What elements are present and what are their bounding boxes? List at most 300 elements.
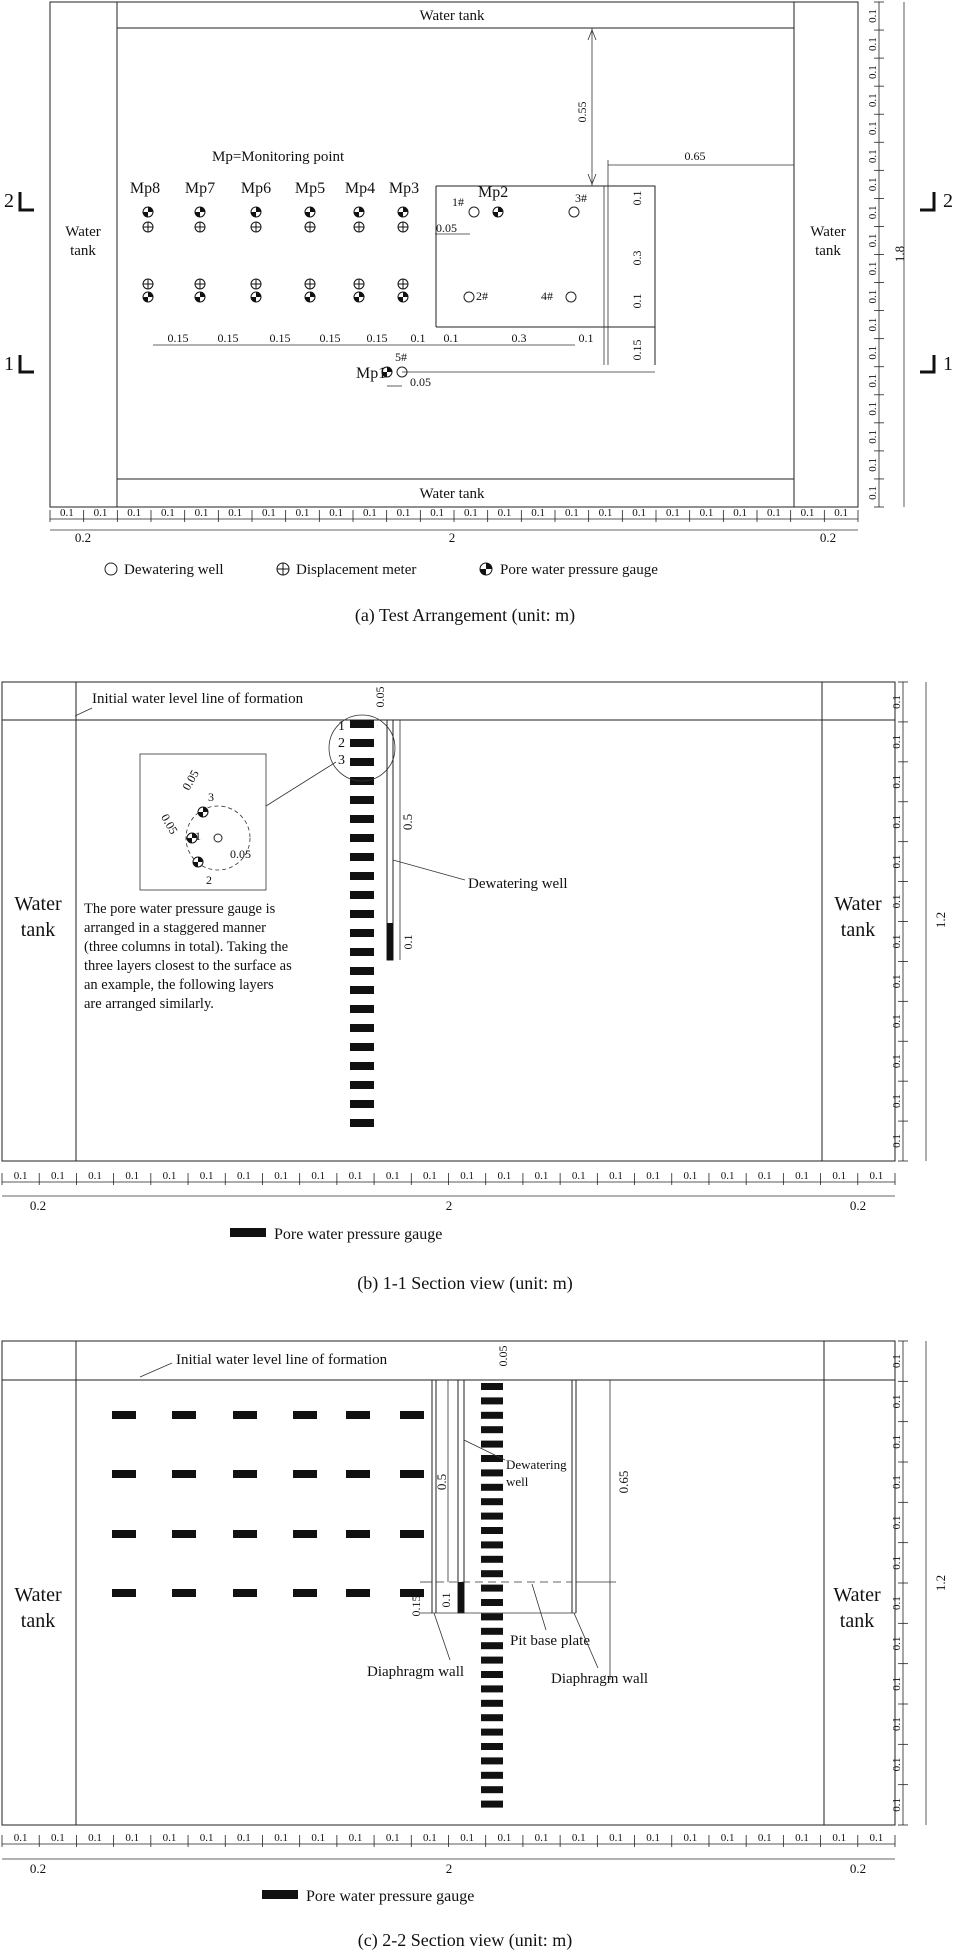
displacement-meter	[354, 279, 364, 289]
pore-pressure-gauge	[251, 207, 261, 217]
pore-pressure-gauge	[350, 929, 374, 937]
scale-tick-label: 0.1	[891, 1475, 903, 1490]
panel-a	[4, 2, 953, 626]
scale-tick-label: 0.1	[832, 1170, 847, 1182]
pore-pressure-gauge	[481, 1801, 503, 1808]
pore-pressure-gauge	[233, 1411, 257, 1419]
panel-c-well-callout-1: Dewatering	[506, 1457, 567, 1472]
dim-pit-width: 0.3	[511, 331, 527, 345]
pore-pressure-gauge	[172, 1530, 196, 1538]
scale-tick-label: 0.1	[50, 1170, 65, 1182]
pore-pressure-gauge	[346, 1470, 370, 1478]
mp7-label: Mp7	[184, 180, 216, 197]
pore-pressure-gauge	[350, 1100, 374, 1108]
scale-tick-label: 0.1	[632, 507, 647, 519]
panel-c-left-dewatering-well	[458, 1380, 464, 1613]
panel-c-right-scale	[891, 1341, 908, 1825]
dim-tank-width-a-left: 0.2	[74, 530, 92, 545]
well-1	[469, 207, 479, 217]
section-mark-1-left	[4, 353, 34, 375]
scale-tick-label: 0.1	[162, 1170, 177, 1182]
pore-pressure-gauge	[350, 758, 374, 766]
scale-tick-label: 0.1	[699, 507, 714, 519]
section-mark-label: 1	[4, 353, 14, 375]
pore-pressure-gauge	[481, 1786, 503, 1793]
scale-tick-label: 0.1	[125, 1832, 140, 1844]
panel-c-gauge-grid	[112, 1411, 424, 1597]
pore-pressure-gauge	[481, 1700, 503, 1707]
pore-pressure-gauge	[481, 1729, 503, 1736]
panel-b-water-tank-left-2: tank	[20, 919, 56, 941]
pore-pressure-gauge	[350, 910, 374, 918]
pore-pressure-gauge	[350, 986, 374, 994]
pore-pressure-gauge	[293, 1411, 317, 1419]
pore-pressure-gauge	[400, 1470, 424, 1478]
panel-b-note-line-1: The pore water pressure gauge is	[84, 901, 276, 917]
scale-tick-label: 0.1	[891, 814, 903, 829]
displacement-meter	[305, 222, 315, 232]
scale-tick-label: 0.1	[609, 1170, 623, 1182]
section-mark-2-right	[920, 190, 953, 212]
pore-pressure-gauge	[233, 1530, 257, 1538]
panel-c-well-callout-2: well	[506, 1474, 529, 1489]
pore-pressure-gauge	[481, 1541, 503, 1548]
panel-c-base-leader	[532, 1584, 546, 1630]
panel-c-pit-base: Pit base plate	[510, 1633, 590, 1649]
panel-c-wall-right: Diaphragm wall	[551, 1671, 649, 1687]
panel-b-well-depth: 0.5	[400, 813, 415, 831]
scale-tick-label: 0.1	[867, 233, 879, 248]
panel-b	[2, 682, 948, 1294]
pore-pressure-gauge	[354, 292, 364, 302]
scale-tick-label: 0.1	[497, 1832, 512, 1844]
scale-tick-label: 0.1	[720, 1832, 735, 1844]
scale-tick-label: 0.1	[125, 1170, 140, 1182]
pore-pressure-gauge	[233, 1470, 257, 1478]
well-4	[566, 292, 576, 302]
pore-pressure-gauge	[481, 1513, 503, 1520]
pore-pressure-gauge	[143, 292, 153, 302]
legend-dewatering-label: Dewatering well	[124, 562, 224, 578]
scale-tick-label: 0.1	[891, 854, 903, 869]
scale-tick-label: 0.1	[867, 37, 879, 51]
mp-row-upper	[143, 207, 408, 232]
panel-b-detail-label-2: 2	[206, 873, 212, 887]
dim-right-offset: 0.65	[684, 149, 706, 163]
well-3	[569, 207, 579, 217]
dim-width-total-c: 2	[445, 1861, 453, 1876]
panel-c-leader-water-level	[140, 1363, 172, 1377]
pore-pressure-gauge	[481, 1642, 503, 1649]
panel-b-leader-water-level	[75, 708, 92, 716]
scale-tick-label: 0.1	[199, 1170, 214, 1182]
pore-pressure-gauge	[172, 1470, 196, 1478]
scale-tick-label: 0.1	[571, 1832, 586, 1844]
pore-pressure-gauge	[112, 1411, 136, 1419]
panel-a-water-tank-top: Water tank	[419, 8, 485, 24]
scale-tick-label: 0.1	[194, 507, 209, 519]
panel-c-water-tank-left-1: Water	[14, 1584, 62, 1606]
displacement-meter	[143, 222, 153, 232]
scale-tick-label: 0.1	[891, 1434, 903, 1449]
well-4-label: 4#	[541, 289, 553, 303]
panel-a-water-tank-right-2: tank	[815, 243, 841, 259]
scale-tick-label: 0.1	[236, 1832, 251, 1844]
dim-tank-width-c-right: 0.2	[849, 1861, 867, 1876]
dim-spacing-2: 0.15	[217, 331, 239, 345]
scale-tick-label: 0.1	[867, 205, 879, 220]
dim-spacing-4: 0.15	[319, 331, 341, 345]
panel-b-detail-gauge-3	[198, 807, 208, 817]
scale-tick-label: 0.1	[13, 1170, 28, 1182]
well-1-label: 1#	[452, 195, 464, 209]
scale-tick-label: 0.1	[665, 507, 680, 519]
dim-pit-height: 0.3	[630, 250, 644, 266]
section-mark-label: 2	[943, 190, 953, 212]
pore-pressure-gauge	[481, 1757, 503, 1764]
scale-tick-label: 0.1	[329, 507, 344, 519]
well-2-label: 2#	[476, 289, 488, 303]
displacement-meter	[195, 279, 205, 289]
pore-pressure-gauge	[350, 739, 374, 747]
pore-pressure-gauge	[293, 1470, 317, 1478]
scale-tick-label: 0.1	[423, 1832, 437, 1844]
pore-pressure-gauge	[481, 1441, 503, 1448]
legend-pore-gauge-icon	[480, 563, 492, 575]
scale-tick-label: 0.1	[867, 177, 879, 192]
pore-pressure-gauge	[112, 1470, 136, 1478]
pore-pressure-gauge	[350, 815, 374, 823]
scale-tick-label: 0.1	[891, 894, 903, 909]
scale-tick-label: 0.1	[236, 1170, 251, 1182]
scale-tick-label: 0.1	[891, 1134, 903, 1148]
dim-pit-edge-top: 0.1	[630, 190, 644, 206]
scale-tick-label: 0.1	[891, 1596, 903, 1611]
section-mark-label: 2	[4, 190, 14, 212]
panel-b-note-line-3: (three columns in total). Taking the	[84, 939, 289, 955]
panel-a-water-tank-left-1: Water	[65, 224, 101, 240]
scale-tick-label: 0.1	[348, 1832, 363, 1844]
scale-tick-label: 0.1	[160, 507, 175, 519]
pore-pressure-gauge	[350, 967, 374, 975]
pore-pressure-gauge	[350, 796, 374, 804]
mp-definition: Mp=Monitoring point	[212, 149, 345, 165]
panel-c-legend-label: Pore water pressure gauge	[306, 1888, 475, 1905]
dim-tank-width-a-right: 0.2	[819, 530, 837, 545]
legend-dewatering-icon	[105, 563, 117, 575]
panel-c-wall-left-leader	[434, 1613, 450, 1660]
panel-b-note-line-5: an example, the following layers	[84, 977, 274, 993]
section-mark-2-left	[4, 190, 34, 212]
pore-pressure-gauge	[143, 207, 153, 217]
panel-c-legend-icon	[262, 1890, 298, 1899]
panel-b-well-tip	[387, 923, 393, 960]
panel-b-detail-label-1: 1	[195, 829, 201, 843]
mp2-label: Mp2	[478, 184, 509, 201]
panel-b-legend-label: Pore water pressure gauge	[274, 1226, 443, 1243]
scale-tick-label: 0.1	[646, 1170, 661, 1182]
pore-pressure-gauge	[481, 1685, 503, 1692]
scale-tick-label: 0.1	[795, 1832, 809, 1844]
legend-displacement-icon	[277, 563, 289, 575]
panel-c-wall-depth: 0.65	[616, 1470, 631, 1494]
dim-pit-edge-mid: 0.1	[630, 293, 644, 309]
pore-pressure-gauge	[112, 1589, 136, 1597]
panel-c-water-tank-right-1: Water	[833, 1584, 881, 1606]
scale-tick-label: 0.1	[757, 1170, 772, 1182]
scale-tick-label: 0.1	[93, 507, 108, 519]
panel-b-detail-label-3: 3	[208, 790, 214, 804]
panel-a-water-tank-bottom: Water tank	[419, 486, 485, 502]
displacement-meter	[195, 222, 205, 232]
panel-b-legend-icon	[230, 1228, 266, 1237]
pore-pressure-gauge	[481, 1469, 503, 1476]
panel-b-water-tank-right-2: tank	[840, 919, 876, 941]
pore-pressure-gauge	[481, 1412, 503, 1419]
panel-c-water-level: Initial water level line of formation	[176, 1352, 388, 1368]
scale-tick-label: 0.1	[795, 1170, 809, 1182]
scale-tick-label: 0.1	[311, 1170, 326, 1182]
scale-tick-label: 0.1	[891, 1054, 903, 1069]
well-2	[464, 292, 474, 302]
scale-tick-label: 0.1	[867, 401, 879, 416]
pore-pressure-gauge	[350, 891, 374, 899]
scale-tick-label: 0.1	[867, 65, 879, 80]
panel-b-surface-gap: 0.05	[373, 686, 387, 708]
displacement-meter	[305, 279, 315, 289]
pore-pressure-gauge	[481, 1426, 503, 1433]
scale-tick-label: 0.1	[564, 507, 579, 519]
dim-spacing-5: 0.15	[366, 331, 388, 345]
dim-spacing-3: 0.15	[269, 331, 291, 345]
panel-a-right-scale	[867, 2, 884, 507]
scale-tick-label: 0.1	[534, 1170, 549, 1182]
pore-pressure-gauge	[350, 1119, 374, 1127]
scale-tick-label: 0.1	[757, 1832, 772, 1844]
pore-pressure-gauge	[172, 1411, 196, 1419]
panel-b-note-line-6: are arranged similarly.	[84, 996, 214, 1012]
scale-tick-label: 0.1	[683, 1170, 698, 1182]
scale-tick-label: 0.1	[497, 1170, 512, 1182]
panel-b-well-callout: Dewatering well	[468, 876, 568, 892]
scale-tick-label: 0.1	[891, 1394, 903, 1409]
pore-pressure-gauge	[350, 948, 374, 956]
scale-tick-label: 0.1	[396, 507, 411, 519]
scale-tick-label: 0.1	[430, 507, 445, 519]
scale-tick-label: 0.1	[800, 507, 815, 519]
scale-tick-label: 0.1	[891, 974, 903, 989]
scale-tick-label: 0.1	[228, 507, 243, 519]
pore-pressure-gauge	[350, 1024, 374, 1032]
pore-pressure-gauge	[481, 1657, 503, 1664]
scale-tick-label: 0.1	[891, 1515, 903, 1530]
displacement-meter	[398, 222, 408, 232]
panel-b-well-leader	[393, 860, 465, 880]
scale-tick-label: 0.1	[867, 9, 879, 23]
pore-pressure-gauge	[346, 1411, 370, 1419]
scale-tick-label: 0.1	[891, 934, 903, 949]
legend-displacement-label: Displacement meter	[296, 562, 417, 578]
panel-c-gauge-column	[481, 1383, 503, 1808]
pore-pressure-gauge	[481, 1570, 503, 1577]
dim-width-total-a: 2	[448, 530, 456, 545]
panel-b-caption: (b) 1-1 Section view (unit: m)	[357, 1273, 573, 1293]
scale-tick-label: 0.1	[733, 507, 748, 519]
scale-tick-label: 0.1	[13, 1832, 28, 1844]
panel-b-note-line-4: three layers closest to the surface as	[84, 958, 292, 974]
panel-b-detail-leader	[266, 762, 336, 806]
scale-tick-label: 0.1	[766, 507, 781, 519]
well-5-label: 5#	[395, 350, 407, 364]
panel-b-water-tank-left-1: Water	[14, 893, 62, 915]
scale-tick-label: 0.1	[867, 486, 879, 500]
scale-tick-label: 0.1	[534, 1832, 549, 1844]
mp2-gauge	[493, 207, 503, 217]
scale-tick-label: 0.1	[867, 429, 879, 444]
pore-pressure-gauge	[398, 207, 408, 217]
pore-pressure-gauge	[350, 1062, 374, 1070]
mp1-label: Mp1	[356, 365, 387, 382]
panel-b-layer-3: 3	[338, 753, 345, 768]
dim-pit-edge-a: 0.1	[410, 331, 426, 345]
mp-row-lower	[143, 279, 408, 302]
pore-pressure-gauge	[195, 207, 205, 217]
scale-tick-label: 0.1	[50, 1832, 65, 1844]
panel-b-detail-dim-c: 0.05	[230, 847, 251, 861]
pore-pressure-gauge	[481, 1383, 503, 1390]
scale-tick-label: 0.1	[311, 1832, 326, 1844]
scale-tick-label: 0.1	[463, 507, 478, 519]
pore-pressure-gauge	[481, 1484, 503, 1491]
pore-pressure-gauge	[350, 1005, 374, 1013]
pore-pressure-gauge	[400, 1411, 424, 1419]
scale-tick-label: 0.1	[460, 1832, 474, 1844]
scale-tick-label: 0.1	[832, 1832, 847, 1844]
pore-pressure-gauge	[350, 720, 374, 728]
pore-pressure-gauge	[350, 1043, 374, 1051]
panel-b-note	[84, 901, 292, 1012]
scale-tick-label: 0.1	[497, 507, 512, 519]
scale-tick-label: 0.1	[720, 1170, 735, 1182]
scale-tick-label: 0.1	[683, 1832, 698, 1844]
scale-tick-label: 0.1	[891, 735, 903, 749]
scale-tick-label: 0.1	[867, 121, 879, 136]
panel-c-well-depth: 0.5	[434, 1473, 449, 1491]
scale-tick-label: 0.1	[891, 1676, 903, 1691]
pore-pressure-gauge	[481, 1455, 503, 1462]
pore-pressure-gauge	[350, 1081, 374, 1089]
scale-tick-label: 0.1	[891, 1717, 903, 1732]
legend-pore-gauge-label: Pore water pressure gauge	[500, 562, 658, 578]
scale-tick-label: 0.1	[834, 507, 849, 519]
scale-tick-label: 0.1	[295, 507, 310, 519]
panel-c	[2, 1341, 948, 1951]
scale-tick-label: 0.1	[867, 93, 879, 108]
scale-tick-label: 0.1	[646, 1832, 661, 1844]
scale-tick-label: 0.1	[423, 1170, 437, 1182]
panel-c-water-tank-left-2: tank	[20, 1610, 56, 1632]
panel-b-water-level: Initial water level line of formation	[92, 691, 304, 707]
scale-tick-label: 0.1	[867, 317, 879, 332]
scale-tick-label: 0.1	[891, 1354, 903, 1369]
dim-height-total-c: 1.2	[933, 1574, 948, 1592]
panel-c-caption: (c) 2-2 Section view (unit: m)	[357, 1930, 573, 1950]
pore-pressure-gauge	[481, 1772, 503, 1779]
scale-tick-label: 0.1	[867, 458, 879, 472]
scale-tick-label: 0.1	[162, 1832, 177, 1844]
scale-tick-label: 0.1	[127, 507, 142, 519]
scale-tick-label: 0.1	[867, 289, 879, 304]
scale-tick-label: 0.1	[348, 1170, 363, 1182]
scale-tick-label: 0.1	[362, 507, 377, 519]
dim-height-total-b: 1.2	[933, 911, 948, 929]
section-mark-1-right	[920, 353, 953, 375]
panel-b-detail-dim-b: 0.05	[158, 811, 181, 837]
scale-tick-label: 0.1	[891, 1555, 903, 1570]
pore-pressure-gauge	[481, 1498, 503, 1505]
scale-tick-label: 0.1	[88, 1170, 102, 1182]
panel-b-detail-dim-a: 0.05	[179, 767, 202, 793]
pore-pressure-gauge	[481, 1527, 503, 1534]
panel-b-right-scale	[891, 682, 908, 1161]
panel-b-water-tank-right-1: Water	[834, 893, 882, 915]
dim-tank-width-b-left: 0.2	[29, 1198, 47, 1213]
scale-tick-label: 0.1	[867, 261, 879, 276]
panel-b-detail-well	[214, 834, 222, 842]
pore-pressure-gauge	[350, 872, 374, 880]
scale-tick-label: 0.1	[261, 507, 276, 519]
dim-width-total-b: 2	[445, 1198, 453, 1213]
scale-tick-label: 0.1	[531, 507, 546, 519]
scale-tick-label: 0.1	[199, 1832, 214, 1844]
section-mark-label: 1	[943, 353, 953, 375]
displacement-meter	[354, 222, 364, 232]
scale-tick-label: 0.1	[385, 1170, 400, 1182]
panel-b-detail-gauge-2	[193, 857, 203, 867]
mp6-label: Mp6	[240, 180, 272, 197]
dim-top-gap: 0.55	[575, 101, 589, 123]
scale-tick-label: 0.1	[867, 149, 879, 164]
pore-pressure-gauge	[305, 207, 315, 217]
pore-pressure-gauge	[354, 207, 364, 217]
panel-c-left-well-tip	[458, 1582, 464, 1613]
scale-tick-label: 0.1	[891, 774, 903, 789]
pore-pressure-gauge	[346, 1530, 370, 1538]
pore-pressure-gauge	[112, 1530, 136, 1538]
displacement-meter	[251, 222, 261, 232]
dim-spacing-1: 0.15	[167, 331, 189, 345]
pore-pressure-gauge	[346, 1589, 370, 1597]
scale-tick-label: 0.1	[869, 1170, 884, 1182]
pore-pressure-gauge	[305, 292, 315, 302]
scale-tick-label: 0.1	[891, 695, 903, 709]
scale-tick-label: 0.1	[891, 1757, 903, 1772]
scale-tick-label: 0.1	[867, 345, 879, 360]
pore-pressure-gauge	[350, 853, 374, 861]
scale-tick-label: 0.1	[891, 1636, 903, 1651]
displacement-meter	[251, 279, 261, 289]
pore-pressure-gauge	[481, 1714, 503, 1721]
panel-b-bottom-scale	[2, 1170, 895, 1185]
scale-tick-label: 0.1	[867, 373, 879, 388]
panel-c-bottom-scale	[2, 1832, 895, 1847]
dim-pit-edge-c: 0.1	[578, 331, 594, 345]
scale-tick-label: 0.1	[869, 1832, 884, 1844]
pore-pressure-gauge	[195, 292, 205, 302]
dim-mp1-offset: 0.05	[410, 375, 431, 389]
mp5-label: Mp5	[294, 180, 326, 197]
scale-tick-label: 0.1	[460, 1170, 474, 1182]
